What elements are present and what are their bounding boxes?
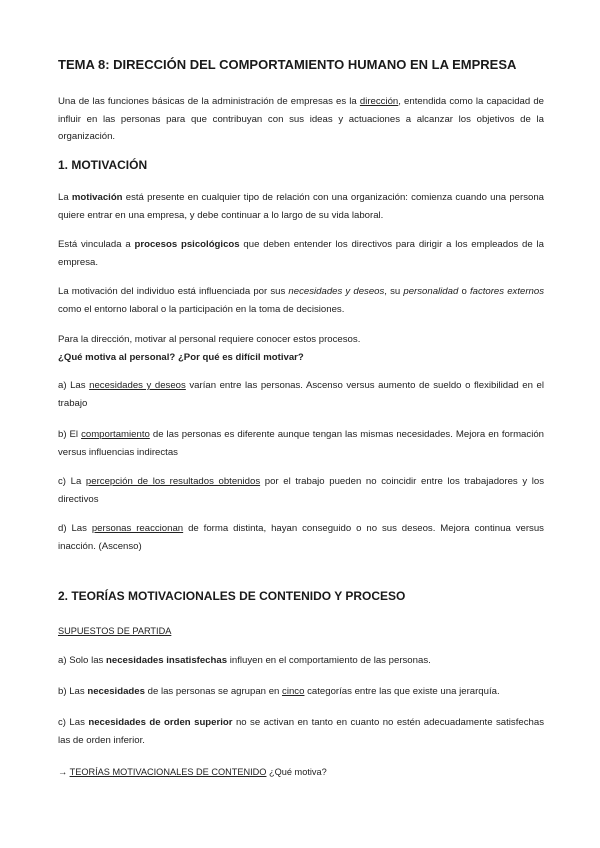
key-question: ¿Qué motiva al personal? ¿Por qué es difícil motivar? [58, 351, 304, 363]
title-prefix: TEMA 8: [58, 57, 114, 72]
list-item-b: b) El comportamiento de las personas es diferente aunque tengan las mismas necesidades. Mejora en formación versus influencias indirectas [58, 429, 544, 458]
list-item-c: c) La percepción de los resultados obtenidos por el trabajo pueden no coincidir entre los trabajadores y los directivos [58, 476, 544, 505]
list-item-d: d) Las personas reaccionan de forma distinta, hayan conseguido o no sus deseos. Mejora continua versus inacción. (Ascenso) [58, 523, 544, 552]
supuesto-a: a) Solo las necesidades insatisfechas influyen en el comportamiento de las personas. [58, 655, 431, 666]
arrow-right-icon: → [58, 767, 70, 777]
motivacion-definition: La motivación está presente en cualquier tipo de relación con una organización: comienza cuando una persona quiere entrar en una empresa, y debe continuar a lo largo de su vida laboral. [58, 192, 544, 221]
intro-paragraph: Una de las funciones básicas de la administración de empresas es la dirección, entendida como la capacidad de influir en las personas para que contribuyan con sus ideas y actuaciones a alcanzar los objetivos de la organización. [58, 96, 544, 142]
title-main: DIRECCIÓN DEL COMPORTAMIENTO HUMANO EN LA EMPRESA [113, 57, 517, 72]
section-2-heading: 2. TEORÍAS MOTIVACIONALES DE CONTENIDO Y PROCESO [58, 589, 406, 603]
direccion-question-paragraph: Para la dirección, motivar al personal requiere conocer estos procesos. ¿Qué motiva al personal? ¿Por qué es difícil motivar? [58, 334, 361, 363]
keyword-direccion: dirección [359, 96, 399, 107]
section-1-heading: 1. MOTIVACIÓN [58, 158, 148, 172]
teorias-contenido-link: → TEORÍAS MOTIVACIONALES DE CONTENIDO ¿Qué motiva? [58, 767, 327, 777]
document-title [58, 57, 544, 73]
procesos-psicologicos-paragraph: Está vinculada a procesos psicológicos que deben entender los directivos para dirigir a los empleados de la empresa. [58, 239, 544, 268]
supuesto-b: b) Las necesidades de las personas se agrupan en cinco categorías entre las que existe una jerarquía. [58, 686, 500, 697]
influencias-paragraph: La motivación del individuo está influenciada por sus necesidades y deseos, su personalidad o factores externos como el entorno laboral o la participación en la toma de decisiones. [58, 286, 544, 315]
supuesto-c: c) Las necesidades de orden superior no se activan en tanto en cuanto no estén adecuadamente satisfechas las de orden inferior. [58, 717, 544, 746]
supuestos-subheading: SUPUESTOS DE PARTIDA [58, 626, 172, 636]
list-item-a: a) Las necesidades y deseos varían entre las personas. Ascenso versus aumento de sueldo o flexibilidad en el trabajo [58, 380, 544, 409]
